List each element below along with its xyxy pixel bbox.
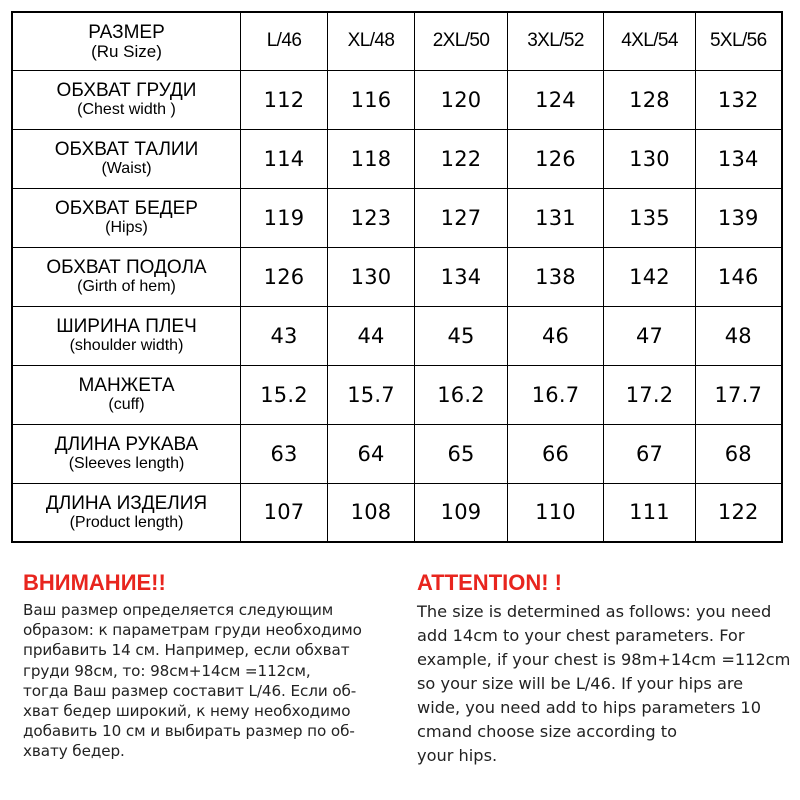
measurement-value-cell: 131 <box>508 188 604 247</box>
row-label-en: (cuff) <box>108 396 145 413</box>
measurement-value-cell: 123 <box>328 188 415 247</box>
notice-title-ru: ВНИМАНИЕ!! <box>23 570 166 595</box>
row-label-cell <box>12 424 241 483</box>
row-label-ru: ОБХВАТ ГРУДИ <box>56 80 197 101</box>
measurement-value-cell: 134 <box>696 129 782 188</box>
measurement-row <box>12 424 782 483</box>
notice-russian <box>23 570 408 762</box>
measurement-row <box>12 306 782 365</box>
measurement-row <box>12 483 782 542</box>
size-header-cell: XL/48 <box>328 12 415 70</box>
row-label-cell <box>12 365 241 424</box>
notice-body-ru: Ваш размер определяется следующим образом: к параметрам груди необходимо прибавить 14 см. Например, если обхват груди 98см, то: 98см+14см =112см, тогда Ваш размер составит L/46. Если об- хват бедер широкий, к нему необходимо добавить 10 см и выбирать размер по об- хвату бедер. <box>23 601 362 761</box>
notice-title-en: ATTENTION! ! <box>417 570 563 595</box>
measurement-value-cell: 132 <box>696 70 782 129</box>
measurement-value-cell: 134 <box>415 247 508 306</box>
measurement-value-cell: 63 <box>241 424 328 483</box>
measurement-value-cell: 16.2 <box>415 365 508 424</box>
measurement-value-cell: 146 <box>696 247 782 306</box>
row-label-en: (Hips) <box>105 219 148 236</box>
measurement-value-cell: 116 <box>328 70 415 129</box>
measurement-value-cell: 45 <box>415 306 508 365</box>
measurement-value-cell: 107 <box>241 483 328 542</box>
row-label-ru: ДЛИНА ИЗДЕЛИЯ <box>45 492 208 514</box>
measurement-value-cell: 111 <box>604 483 696 542</box>
row-label-cell <box>12 188 241 247</box>
row-label-ru: ШИРИНА ПЛЕЧ <box>56 316 197 337</box>
size-header-cell: 4XL/54 <box>604 12 696 70</box>
table-header-row <box>12 12 782 70</box>
measurement-value-cell: 124 <box>508 70 604 129</box>
size-header-cell: 3XL/52 <box>508 12 604 70</box>
row-label-cell <box>12 306 241 365</box>
measurement-row <box>12 365 782 424</box>
row-label-ru: МАНЖЕТА <box>78 375 175 396</box>
measurement-value-cell: 43 <box>241 306 328 365</box>
header-label-ru: РАЗМЕР <box>88 21 165 43</box>
row-label-ru: ДЛИНА РУКАВА <box>54 434 199 455</box>
measurement-value-cell: 142 <box>604 247 696 306</box>
measurement-value-cell: 120 <box>415 70 508 129</box>
measurement-value-cell: 126 <box>508 129 604 188</box>
measurement-value-cell: 119 <box>241 188 328 247</box>
row-label-cell <box>12 247 241 306</box>
measurement-value-cell: 46 <box>508 306 604 365</box>
row-label-en: (Girth of hem) <box>77 278 176 295</box>
measurement-row <box>12 70 782 129</box>
measurement-value-cell: 109 <box>415 483 508 542</box>
measurement-value-cell: 68 <box>696 424 782 483</box>
measurement-value-cell: 66 <box>508 424 604 483</box>
measurement-value-cell: 126 <box>241 247 328 306</box>
measurement-value-cell: 114 <box>241 129 328 188</box>
measurement-value-cell: 127 <box>415 188 508 247</box>
measurement-value-cell: 128 <box>604 70 696 129</box>
row-label-en: (Chest width ) <box>77 101 176 118</box>
measurement-value-cell: 16.7 <box>508 365 604 424</box>
measurement-value-cell: 17.7 <box>696 365 782 424</box>
measurement-value-cell: 64 <box>328 424 415 483</box>
measurement-value-cell: 122 <box>696 483 782 542</box>
size-chart-table <box>11 11 783 543</box>
row-label-en: (shoulder width) <box>69 337 184 354</box>
measurement-value-cell: 44 <box>328 306 415 365</box>
measurement-value-cell: 17.2 <box>604 365 696 424</box>
measurement-value-cell: 135 <box>604 188 696 247</box>
measurement-value-cell: 108 <box>328 483 415 542</box>
measurement-value-cell: 130 <box>328 247 415 306</box>
measurement-value-cell: 15.7 <box>328 365 415 424</box>
row-label-cell <box>12 483 241 542</box>
measurement-value-cell: 118 <box>328 129 415 188</box>
notice-english <box>417 570 797 768</box>
size-header-cell: 2XL/50 <box>415 12 508 70</box>
measurement-value-cell: 65 <box>415 424 508 483</box>
row-label-ru: ОБХВАТ ТАЛИИ <box>54 139 199 160</box>
measurement-value-cell: 110 <box>508 483 604 542</box>
measurement-value-cell: 48 <box>696 306 782 365</box>
measurement-value-cell: 139 <box>696 188 782 247</box>
size-header-cell: 5XL/56 <box>696 12 782 70</box>
size-header-cell: L/46 <box>241 12 328 70</box>
measurement-value-cell: 47 <box>604 306 696 365</box>
measurement-row <box>12 188 782 247</box>
row-label-ru: ОБХВАТ ПОДОЛА <box>46 257 207 278</box>
row-label-cell <box>12 70 241 129</box>
measurement-value-cell: 67 <box>604 424 696 483</box>
row-label-en: (Waist) <box>101 160 152 177</box>
row-label-cell <box>12 129 241 188</box>
measurement-value-cell: 130 <box>604 129 696 188</box>
measurement-value-cell: 122 <box>415 129 508 188</box>
header-label-en: (Ru Size) <box>91 41 162 61</box>
measurement-value-cell: 112 <box>241 70 328 129</box>
row-label-ru: ОБХВАТ БЕДЕР <box>55 198 198 219</box>
measurement-value-cell: 15.2 <box>241 365 328 424</box>
header-label-cell <box>12 12 241 70</box>
row-label-en: (Sleeves length) <box>68 455 185 472</box>
measurement-row <box>12 129 782 188</box>
notice-body-en: The size is determined as follows: you need add 14cm to your chest parameters. For example, if your chest is 98m+14cm =112cm so your size will be L/46. If your hips are wide, you need add to hips parameters 10 cmand choose size according to your hips. <box>417 602 791 765</box>
row-label-en: (Product length) <box>69 513 184 531</box>
measurement-row <box>12 247 782 306</box>
measurement-value-cell: 138 <box>508 247 604 306</box>
